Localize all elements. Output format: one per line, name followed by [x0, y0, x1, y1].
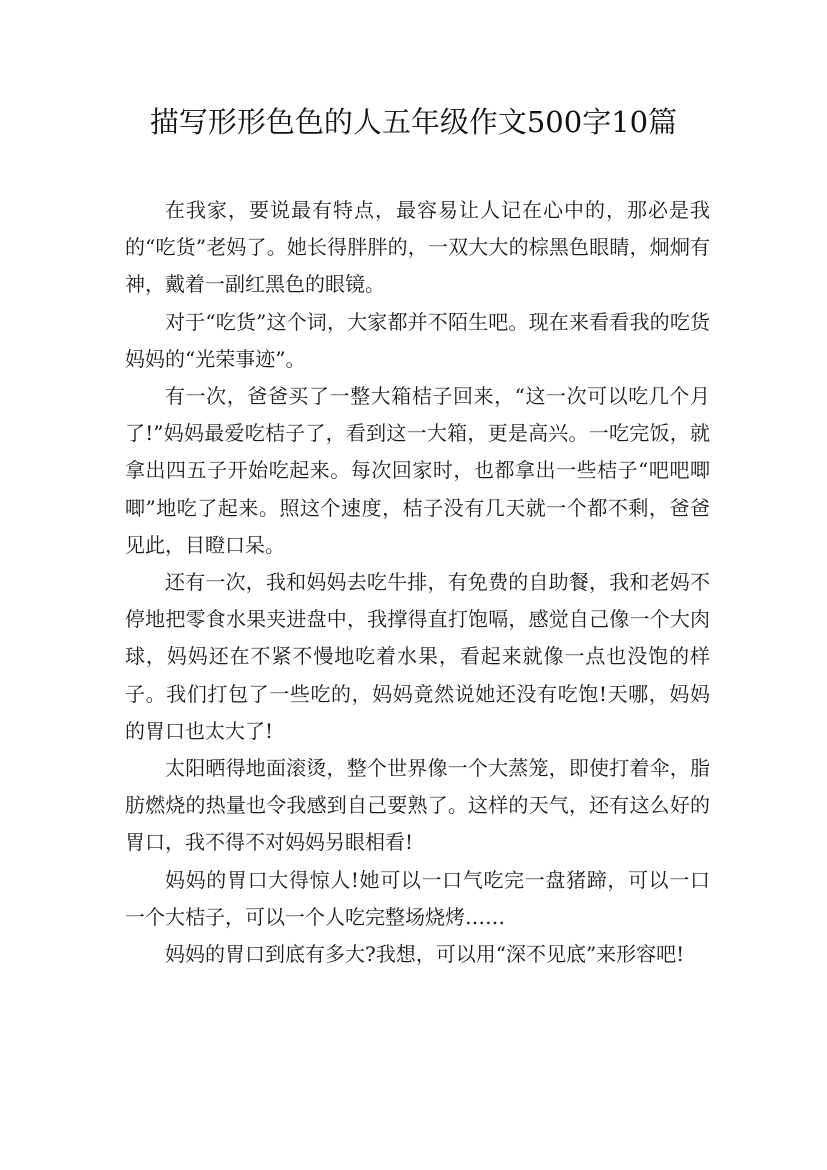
document-title: 描写形形色色的人五年级作文500字10篇 [149, 105, 678, 139]
paragraph: 对于“吃货”这个词，大家都并不陌生吧。现在来看看我的吃货妈妈的“光荣事迹”。 [125, 309, 710, 371]
paragraph: 还有一次，我和妈妈去吃牛排，有免费的自助餐，我和老妈不停地把零食水果夹进盘中，我撑得直打饱嗝，感觉自己像一个大肉球，妈妈还在不紧不慢地吃着水果，看起来就像一点也没饱的样子。我们打包了一些吃的，妈妈竟然说她还没有吃饱!天哪，妈妈的胃口也太大了! [125, 570, 710, 743]
paragraph: 太阳晒得地面滚烫，整个世界像一个大蒸笼，即使打着伞，脂肪燃烧的热量也令我感到自己要熟了。这样的天气，还有这么好的胃口，我不得不对妈妈另眼相看! [125, 756, 710, 855]
paragraph: 妈妈的胃口大得惊人!她可以一口气吃完一盘猪蹄，可以一口一个大桔子，可以一个人吃完整场烧烤…… [125, 867, 710, 929]
paragraph: 妈妈的胃口到底有多大?我想，可以用“深不见底”来形容吧! [165, 942, 685, 967]
paragraph: 在我家，要说最有特点，最容易让人记在心中的，那必是我的“吃货”老妈了。她长得胖胖的，一双大大的棕黑色眼睛，炯炯有神，戴着一副红黑色的眼镜。 [125, 198, 710, 297]
paragraph: 有一次，爸爸买了一整大箱桔子回来，“这一次可以吃几个月了!”妈妈最爱吃桔子了，看到这一大箱，更是高兴。一吃完饭，就拿出四五子开始吃起来。每次回家时，也都拿出一些桔子“吧吧唧唧”地吃了起来。照这个速度，桔子没有几天就一个都不剩，爸爸见此，目瞪口呆。 [125, 384, 710, 557]
document-body [125, 192, 710, 973]
